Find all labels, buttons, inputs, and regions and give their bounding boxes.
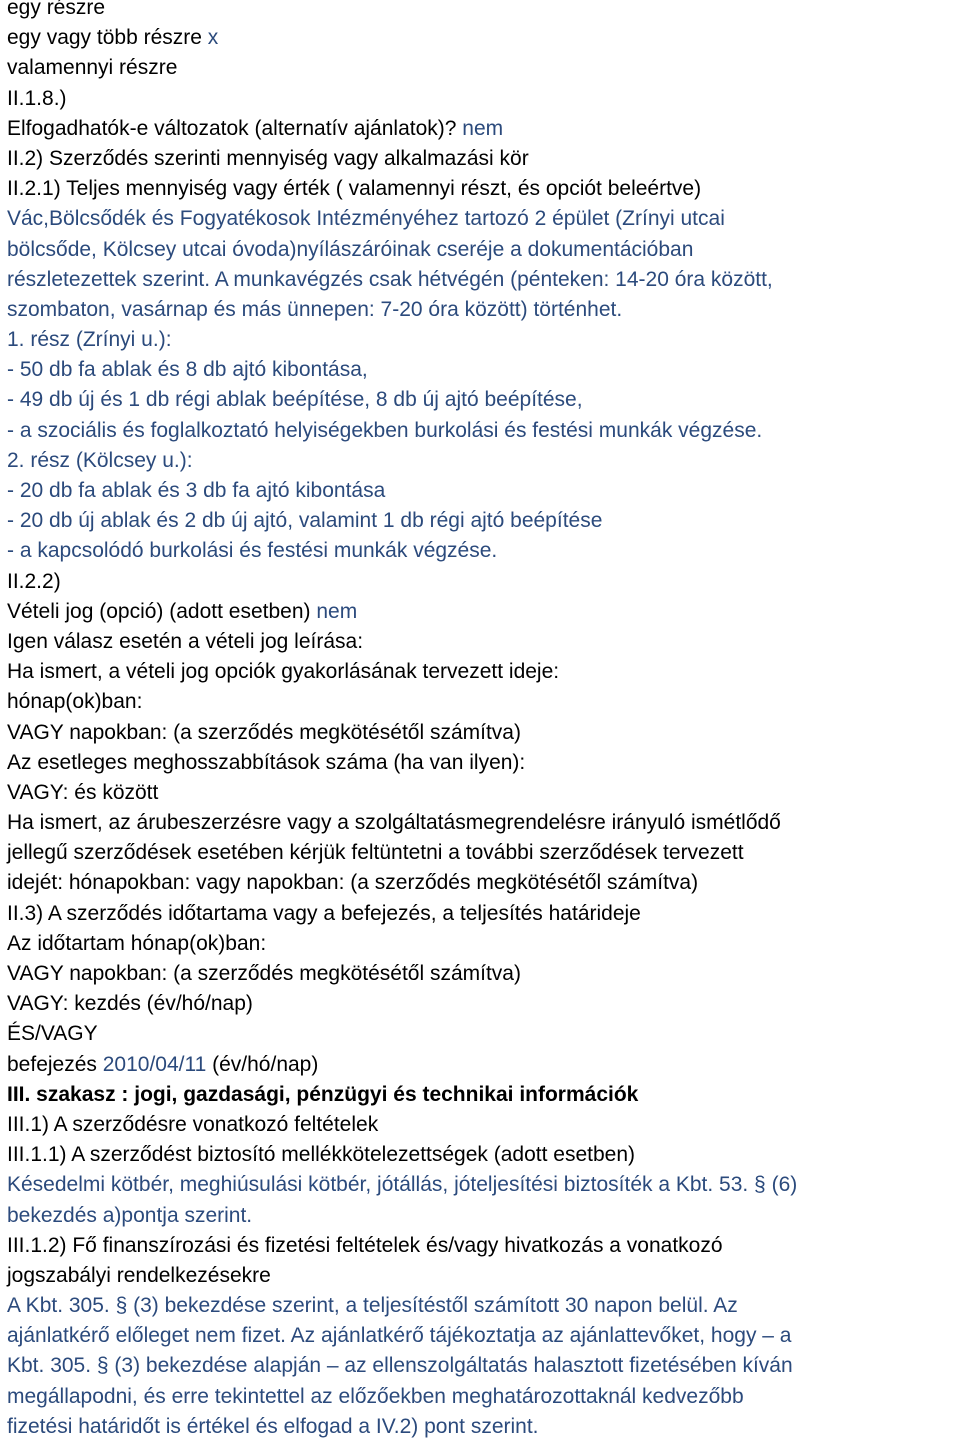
text-line (7, 899, 957, 929)
text-line (7, 0, 957, 23)
value-text: - a szociális és foglalkoztató helyiségekben burkolási és festési munkák végzése. (7, 418, 763, 442)
text-line (7, 1382, 957, 1412)
text-line (7, 808, 957, 838)
text-line (7, 1291, 957, 1321)
value-text: Vác,Bölcsődék és Fogyatékosok Intézményéhez tartozó 2 épület (Zrínyi utcai (7, 207, 725, 231)
text-line (7, 567, 957, 597)
label-text: Az időtartam hónap(ok)ban: (7, 931, 267, 955)
label-text: ÉS/VAGY (7, 1022, 98, 1046)
text-line (7, 53, 957, 83)
label-text: III.1.2) Fő finanszírozási és fizetési feltételek és/vagy hivatkozás a vonatkozó (7, 1233, 723, 1257)
text-line (7, 959, 957, 989)
section-heading: III. szakasz : jogi, gazdasági, pénzügyi és technikai információk (7, 1082, 639, 1106)
text-line (7, 627, 957, 657)
text-line (7, 1321, 957, 1351)
value-text: fizetési határidőt is értékel és elfogad a IV.2) pont szerint. (7, 1414, 539, 1438)
text-line (7, 476, 957, 506)
text-line (7, 1170, 957, 1200)
label-text: egy részre (7, 0, 106, 19)
text-line (7, 1050, 957, 1080)
text-line (7, 355, 957, 385)
text-line (7, 1080, 957, 1110)
label-text: Elfogadhatók-e változatok (alternatív ajánlatok)? (7, 116, 463, 140)
text-line (7, 718, 957, 748)
value-text: bekezdés a)pontja szerint. (7, 1203, 253, 1227)
label-text: Ha ismert, a vételi jog opciók gyakorlásának tervezett ideje: (7, 660, 560, 684)
text-line (7, 868, 957, 898)
value-text: nem (462, 116, 504, 140)
label-text: VAGY: kezdés (év/hó/nap) (7, 992, 253, 1016)
label-text: hónap(ok)ban: (7, 690, 143, 714)
value-text: - 49 db új és 1 db régi ablak beépítése, 8 db új ajtó beépítése, (7, 388, 583, 412)
label-text: II.2) Szerződés szerinti mennyiség vagy alkalmazási kör (7, 146, 529, 170)
text-line (7, 235, 957, 265)
text-line (7, 657, 957, 687)
value-text: 2. rész (Kölcsey u.): (7, 448, 193, 472)
label-text: egy vagy több részre (7, 26, 208, 50)
text-line (7, 325, 957, 355)
text-line (7, 1412, 957, 1442)
text-line (7, 536, 957, 566)
value-text: - 50 db fa ablak és 8 db ajtó kibontása, (7, 358, 368, 382)
value-text: Késedelmi kötbér, meghiúsulási kötbér, jótállás, jóteljesítési biztosíték a Kbt. 53. § (6) (7, 1173, 798, 1197)
label-text: II.2.1) Teljes mennyiség vagy érték ( valamennyi részt, és opciót beleértve) (7, 177, 702, 201)
text-line (7, 265, 957, 295)
text-line (7, 385, 957, 415)
value-text: x (207, 26, 219, 50)
text-line (7, 748, 957, 778)
text-line (7, 144, 957, 174)
label-text: jogszabályi rendelkezésekre (7, 1263, 271, 1287)
label-text: II.1.8.) (7, 86, 67, 110)
text-line (7, 295, 957, 325)
label-text: idejét: hónapokban: vagy napokban: (a szerződés megkötésétől számítva) (7, 871, 699, 895)
value-text: részletezettek szerint. A munkavégzés csak hétvégén (pénteken: 14-20 óra között, (7, 267, 773, 291)
value-text: - a kapcsolódó burkolási és festési munkák végzése. (7, 539, 498, 563)
value-text: - 20 db új ablak és 2 db új ajtó, valamint 1 db régi ajtó beépítése (7, 509, 603, 533)
label-text: III.1) A szerződésre vonatkozó feltételek (7, 1112, 379, 1136)
text-line (7, 1351, 957, 1381)
label-text: Igen válasz esetén a vételi jog leírása: (7, 629, 364, 653)
text-line (7, 1261, 957, 1291)
label-text: II.2.2) (7, 569, 61, 593)
text-line (7, 506, 957, 536)
value-text: 2010/04/11 (102, 1052, 207, 1076)
label-text: III.1.1) A szerződést biztosító mellékkötelezettségek (adott esetben) (7, 1143, 636, 1167)
label-text: VAGY napokban: (a szerződés megkötésétől számítva) (7, 720, 521, 744)
text-line (7, 838, 957, 868)
label-text: II.3) A szerződés időtartama vagy a befejezés, a teljesítés határideje (7, 901, 641, 925)
document-body (7, 0, 957, 1442)
text-line (7, 989, 957, 1019)
text-line (7, 114, 957, 144)
text-line (7, 416, 957, 446)
text-line (7, 1231, 957, 1261)
value-text: Kbt. 305. § (3) bekezdése alapján – az ellenszolgáltatás halasztott fizetésében kíván (7, 1354, 793, 1378)
text-line (7, 1140, 957, 1170)
text-line (7, 1019, 957, 1049)
label-text: Az esetleges meghosszabbítások száma (ha van ilyen): (7, 750, 526, 774)
text-line (7, 778, 957, 808)
text-line (7, 1110, 957, 1140)
label-text: VAGY: és között (7, 780, 159, 804)
label-text: jellegű szerződések esetében kérjük feltüntetni a további szerződések tervezett (7, 841, 744, 865)
text-line (7, 1201, 957, 1231)
value-text: - 20 db fa ablak és 3 db fa ajtó kibontása (7, 479, 386, 502)
label-text: (év/hó/nap) (206, 1052, 319, 1076)
text-line (7, 204, 957, 234)
text-line (7, 84, 957, 114)
value-text: ajánlatkérő előleget nem fizet. Az ajánlatkérő tájékoztatja az ajánlattevőket, hogy – a (7, 1324, 792, 1348)
label-text: Ha ismert, az árubeszerzésre vagy a szolgáltatásmegrendelésre irányuló ismétlődő (7, 811, 781, 835)
label-text: VAGY napokban: (a szerződés megkötésétől számítva) (7, 962, 521, 985)
value-text: szombaton, vasárnap és más ünnepen: 7-20 óra között) történhet. (7, 297, 623, 321)
text-line (7, 929, 957, 959)
text-line (7, 687, 957, 717)
value-text: A Kbt. 305. § (3) bekezdése szerint, a teljesítéstől számított 30 napon belül. Az (7, 1294, 738, 1318)
value-text: megállapodni, és erre tekintettel az előzőekben meghatározottaknál kedvezőbb (7, 1384, 744, 1408)
label-text: Vételi jog (opció) (adott esetben) (7, 599, 317, 623)
text-line (7, 174, 957, 204)
text-line (7, 597, 957, 627)
value-text: 1. rész (Zrínyi u.): (7, 328, 172, 352)
label-text: valamennyi részre (7, 56, 178, 80)
label-text: befejezés (7, 1052, 103, 1076)
value-text: nem (316, 599, 358, 623)
text-line (7, 23, 957, 53)
text-line (7, 446, 957, 476)
value-text: bölcsőde, Kölcsey utcai óvoda)nyílászáróinak cseréje a dokumentációban (7, 237, 694, 261)
